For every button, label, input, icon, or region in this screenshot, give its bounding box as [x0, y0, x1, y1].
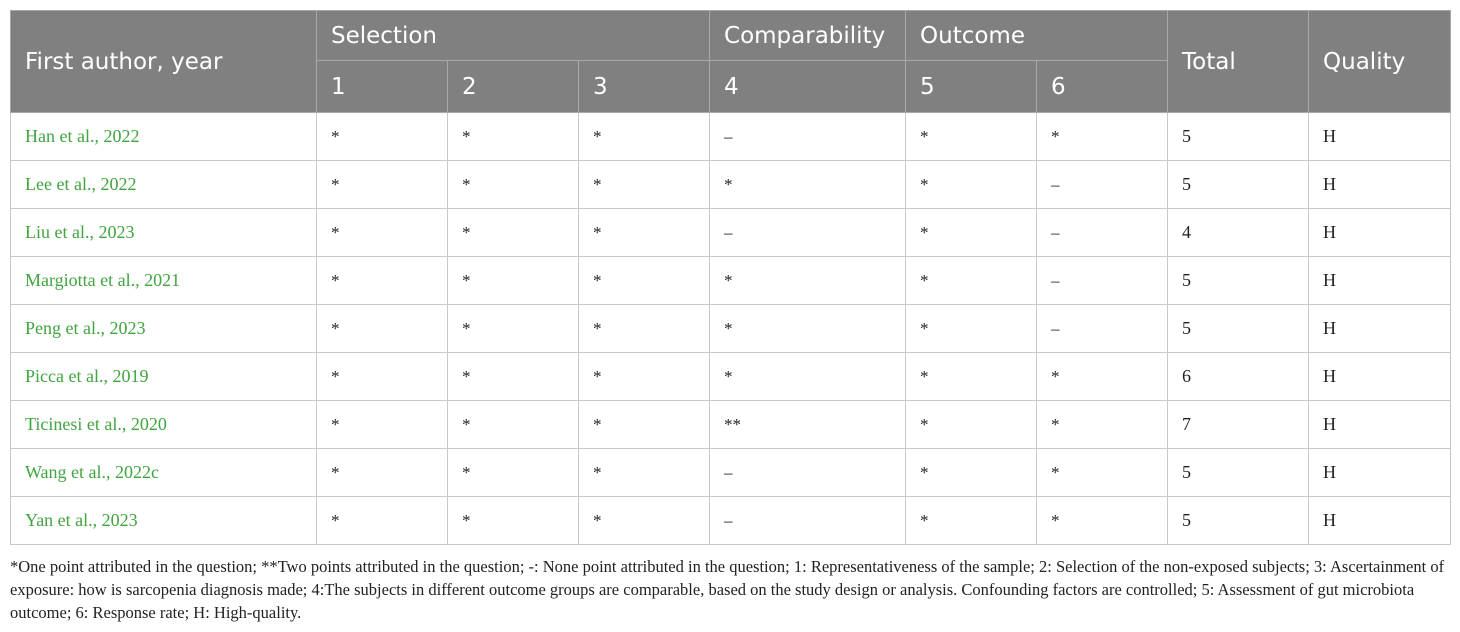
table-row — [11, 401, 1451, 449]
score-cell-item-6: * — [1037, 353, 1168, 401]
header-total: Total — [1168, 11, 1309, 113]
score-cell-item-4: – — [710, 209, 906, 257]
header-outcome: Outcome — [906, 11, 1168, 61]
total-score-cell: 5 — [1168, 113, 1309, 161]
score-cell-item-5: * — [906, 113, 1037, 161]
score-cell-item-1: * — [317, 497, 448, 545]
score-cell-item-4: * — [710, 305, 906, 353]
table-footnote: *One point attributed in the question; **Two points attributed in the question; -: None point attributed in the question; 1: Representativeness of the sample; 2: Selection of the non-exposed subjects; 3: Ascertainment of exposure: how is sarcopenia diagnosis made; 4:The subjects in different outcome groups are comparable, based on the study design or analysis. Confounding factors are controlled; 5: Assessment of gut microbiota outcome; 6: Response rate; H: High-quality. — [10, 557, 1445, 622]
score-cell-item-1: * — [317, 113, 448, 161]
score-cell-item-3: * — [579, 161, 710, 209]
quality-cell: H — [1309, 401, 1451, 449]
author-link[interactable]: Lee et al., 2022 — [11, 161, 317, 209]
score-cell-item-1: * — [317, 353, 448, 401]
score-cell-item-3: * — [579, 113, 710, 161]
table-row — [11, 305, 1451, 353]
score-cell-item-4: * — [710, 161, 906, 209]
score-cell-item-6: * — [1037, 449, 1168, 497]
table-figure — [10, 10, 1450, 624]
score-cell-item-6: – — [1037, 305, 1168, 353]
table-body — [11, 113, 1451, 545]
author-link[interactable]: Wang et al., 2022c — [11, 449, 317, 497]
quality-cell: H — [1309, 449, 1451, 497]
header-item-1: 1 — [317, 61, 448, 113]
score-cell-item-1: * — [317, 449, 448, 497]
score-cell-item-2: * — [448, 161, 579, 209]
total-score-cell: 5 — [1168, 161, 1309, 209]
total-score-cell: 7 — [1168, 401, 1309, 449]
score-cell-item-1: * — [317, 401, 448, 449]
header-comparability: Comparability — [710, 11, 906, 61]
total-score-cell: 5 — [1168, 497, 1309, 545]
quality-cell: H — [1309, 209, 1451, 257]
score-cell-item-1: * — [317, 209, 448, 257]
score-cell-item-2: * — [448, 257, 579, 305]
header-item-2: 2 — [448, 61, 579, 113]
table-header — [11, 11, 1451, 113]
score-cell-item-3: * — [579, 209, 710, 257]
score-cell-item-4: ** — [710, 401, 906, 449]
total-score-cell: 4 — [1168, 209, 1309, 257]
score-cell-item-2: * — [448, 497, 579, 545]
score-cell-item-4: – — [710, 449, 906, 497]
author-link[interactable]: Ticinesi et al., 2020 — [11, 401, 317, 449]
table-row — [11, 353, 1451, 401]
total-score-cell: 5 — [1168, 305, 1309, 353]
table-row — [11, 161, 1451, 209]
score-cell-item-1: * — [317, 305, 448, 353]
score-cell-item-6: – — [1037, 209, 1168, 257]
score-cell-item-3: * — [579, 257, 710, 305]
score-cell-item-5: * — [906, 401, 1037, 449]
quality-cell: H — [1309, 257, 1451, 305]
quality-cell: H — [1309, 305, 1451, 353]
score-cell-item-6: * — [1037, 497, 1168, 545]
table-row — [11, 449, 1451, 497]
header-author: First author, year — [11, 11, 317, 113]
score-cell-item-4: * — [710, 353, 906, 401]
score-cell-item-5: * — [906, 497, 1037, 545]
score-cell-item-1: * — [317, 161, 448, 209]
score-cell-item-2: * — [448, 401, 579, 449]
table-row — [11, 209, 1451, 257]
author-link[interactable]: Liu et al., 2023 — [11, 209, 317, 257]
score-cell-item-6: * — [1037, 113, 1168, 161]
header-quality: Quality — [1309, 11, 1451, 113]
score-cell-item-3: * — [579, 401, 710, 449]
header-item-4: 4 — [710, 61, 906, 113]
score-cell-item-3: * — [579, 305, 710, 353]
total-score-cell: 5 — [1168, 449, 1309, 497]
author-link[interactable]: Yan et al., 2023 — [11, 497, 317, 545]
score-cell-item-2: * — [448, 449, 579, 497]
score-cell-item-3: * — [579, 497, 710, 545]
score-cell-item-6: – — [1037, 161, 1168, 209]
table-row — [11, 113, 1451, 161]
score-cell-item-4: * — [710, 257, 906, 305]
quality-cell: H — [1309, 353, 1451, 401]
total-score-cell: 6 — [1168, 353, 1309, 401]
score-cell-item-2: * — [448, 113, 579, 161]
score-cell-item-3: * — [579, 449, 710, 497]
header-item-5: 5 — [906, 61, 1037, 113]
score-cell-item-5: * — [906, 353, 1037, 401]
score-cell-item-6: * — [1037, 401, 1168, 449]
table-row — [11, 497, 1451, 545]
quality-cell: H — [1309, 113, 1451, 161]
author-link[interactable]: Picca et al., 2019 — [11, 353, 317, 401]
header-selection: Selection — [317, 11, 710, 61]
score-cell-item-2: * — [448, 209, 579, 257]
score-cell-item-5: * — [906, 305, 1037, 353]
score-cell-item-5: * — [906, 449, 1037, 497]
author-link[interactable]: Margiotta et al., 2021 — [11, 257, 317, 305]
table-row — [11, 257, 1451, 305]
header-item-3: 3 — [579, 61, 710, 113]
score-cell-item-4: – — [710, 497, 906, 545]
quality-cell: H — [1309, 161, 1451, 209]
score-cell-item-4: – — [710, 113, 906, 161]
quality-assessment-table — [10, 10, 1451, 545]
quality-cell: H — [1309, 497, 1451, 545]
header-item-6: 6 — [1037, 61, 1168, 113]
total-score-cell: 5 — [1168, 257, 1309, 305]
score-cell-item-6: – — [1037, 257, 1168, 305]
author-link[interactable]: Han et al., 2022 — [11, 113, 317, 161]
score-cell-item-2: * — [448, 353, 579, 401]
score-cell-item-2: * — [448, 305, 579, 353]
header-row-groups — [11, 11, 1451, 61]
score-cell-item-5: * — [906, 257, 1037, 305]
author-link[interactable]: Peng et al., 2023 — [11, 305, 317, 353]
score-cell-item-3: * — [579, 353, 710, 401]
score-cell-item-5: * — [906, 209, 1037, 257]
score-cell-item-1: * — [317, 257, 448, 305]
score-cell-item-5: * — [906, 161, 1037, 209]
